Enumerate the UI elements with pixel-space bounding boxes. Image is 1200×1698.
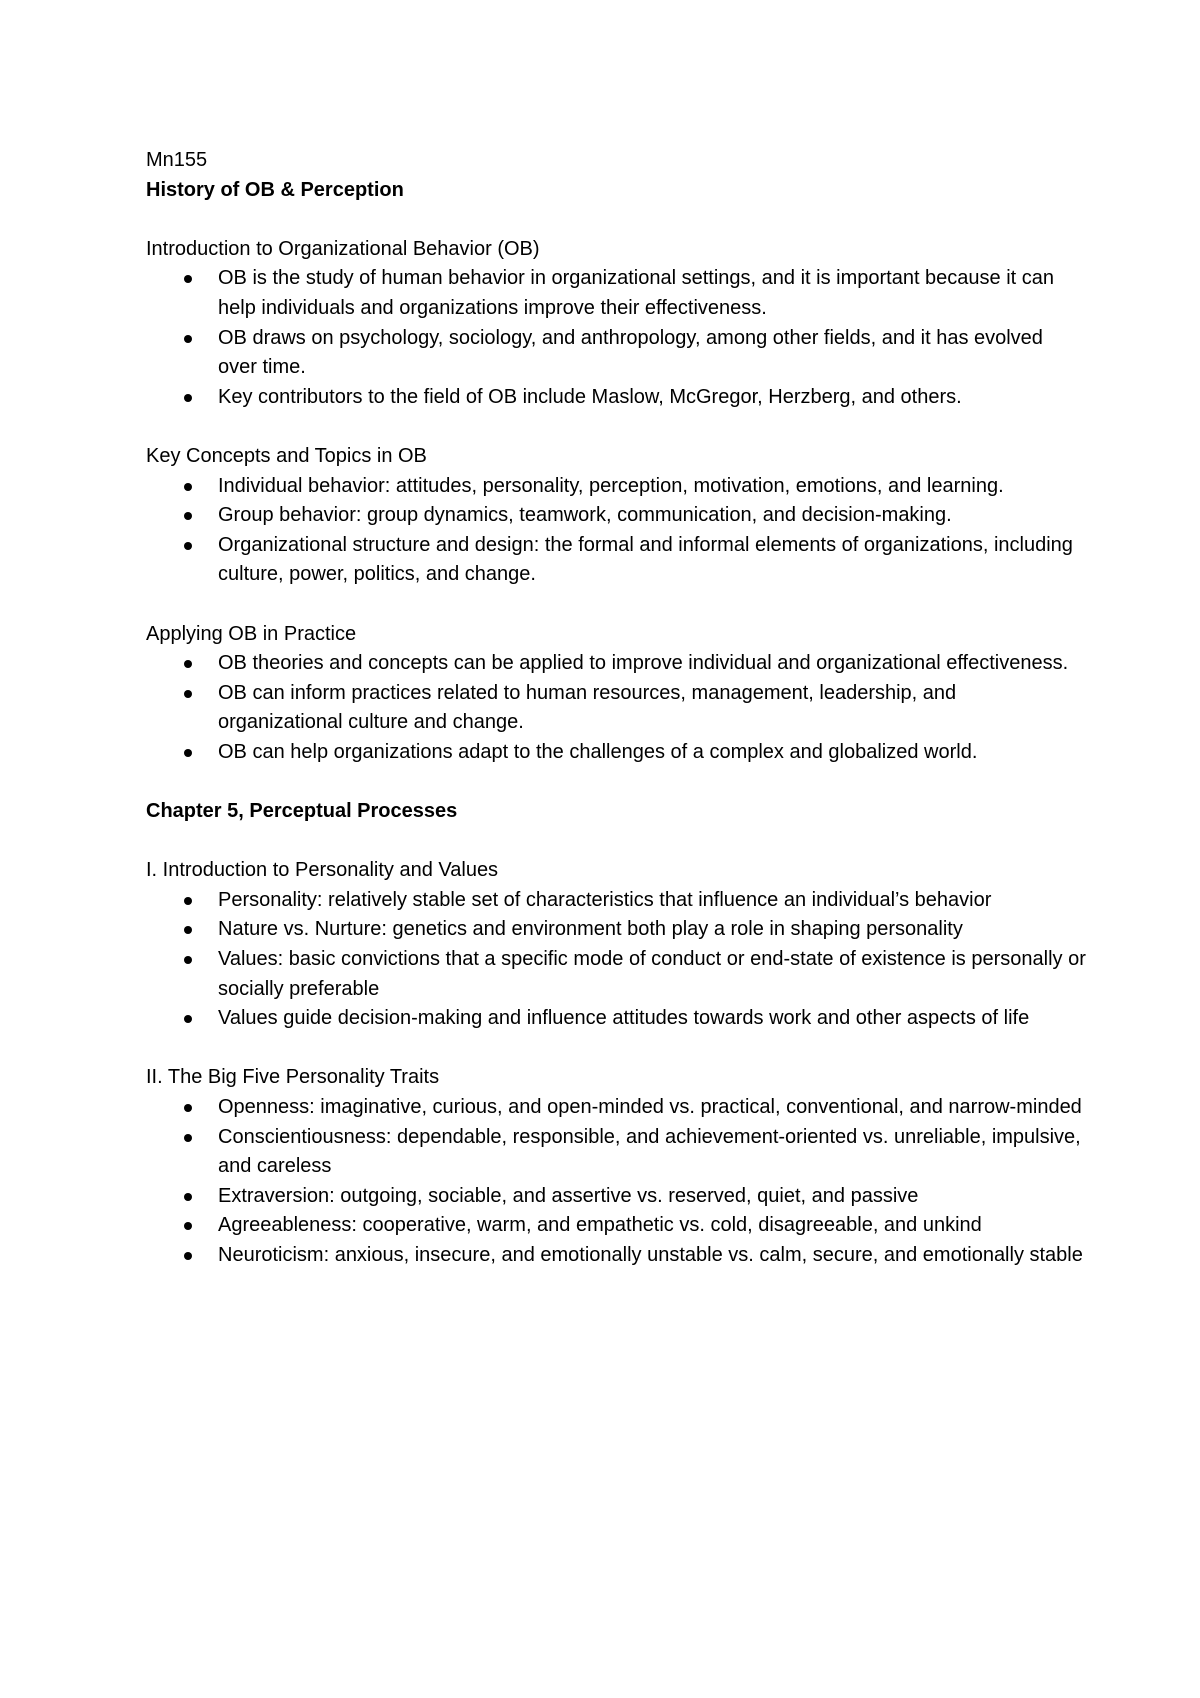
bullet-icon (184, 1252, 192, 1260)
course-code: Mn155 (146, 149, 208, 171)
list-item-text: Openness: imaginative, curious, and open-minded vs. practical, conventional, and narrow-minded (218, 1096, 1082, 1118)
document-page (146, 146, 1086, 1271)
list-item-text: Organizational structure and design: the formal and informal elements of organizations, including culture, power, politics, and change. (218, 533, 1073, 586)
section-spacer (146, 205, 1086, 235)
bullet-icon (184, 897, 192, 905)
bullet-icon (184, 1104, 192, 1112)
list-item-text: OB can help organizations adapt to the challenges of a complex and globalized world. (218, 740, 978, 763)
bullet-icon (184, 512, 192, 520)
list-item (146, 886, 1086, 916)
section-spacer (146, 767, 1086, 797)
bullet-icon (184, 956, 192, 964)
section-heading: Applying OB in Practice (146, 622, 357, 645)
bullet-list (146, 1093, 1086, 1271)
list-item (146, 1123, 1086, 1182)
bullet-icon (184, 749, 192, 757)
bullet-icon (184, 926, 192, 934)
document-title: History of OB & Perception (146, 178, 404, 201)
bullet-icon (184, 690, 192, 698)
bullet-icon (184, 1193, 192, 1201)
list-item (146, 1241, 1086, 1271)
bullet-list (146, 886, 1086, 1034)
list-item-text: Individual behavior: attitudes, personality, perception, motivation, emotions, and learning. (218, 474, 1004, 497)
list-item-text: Group behavior: group dynamics, teamwork, communication, and decision-making. (218, 504, 952, 527)
list-item-text: Values: basic convictions that a specific mode of conduct or end-state of existence is personally or socially preferable (218, 948, 1086, 1000)
list-item (146, 679, 1086, 738)
bullet-icon (184, 394, 192, 402)
bullet-icon (184, 275, 192, 283)
list-item (146, 324, 1086, 383)
bullet-list (146, 264, 1086, 412)
section-heading: I. Introduction to Personality and Values (146, 859, 499, 882)
list-item (146, 1004, 1086, 1034)
list-item (146, 501, 1086, 531)
list-item-text: Neuroticism: anxious, insecure, and emotionally unstable vs. calm, secure, and emotionally stable (218, 1243, 1083, 1266)
bullet-icon (184, 542, 192, 550)
list-item-text: Personality: relatively stable set of characteristics that influence an individual’s behavior (218, 888, 992, 911)
list-item (146, 915, 1086, 945)
list-item-text: OB can inform practices related to human resources, management, leadership, and organizational culture and change. (218, 681, 957, 734)
list-item (146, 945, 1086, 1004)
section-heading: Introduction to Organizational Behavior (OB) (146, 237, 540, 260)
bullet-icon (184, 660, 192, 668)
list-item-text: Key contributors to the field of OB include Maslow, McGregor, Herzberg, and others. (218, 385, 962, 408)
list-item (146, 264, 1086, 323)
list-item (146, 383, 1086, 413)
section-spacer (146, 590, 1086, 620)
section-spacer (146, 827, 1086, 857)
bullet-icon (184, 335, 192, 343)
bullet-list (146, 649, 1086, 767)
list-item (146, 1182, 1086, 1212)
bullet-icon (184, 1222, 192, 1230)
section-heading: Key Concepts and Topics in OB (146, 444, 427, 467)
section-spacer (146, 412, 1086, 442)
list-item-text: Values guide decision-making and influence attitudes towards work and other aspects of life (218, 1007, 1030, 1030)
bullet-icon (184, 1015, 192, 1023)
list-item-text: Nature vs. Nurture: genetics and environment both play a role in shaping personality (218, 918, 963, 941)
list-item (146, 1093, 1086, 1123)
list-item-text: OB draws on psychology, sociology, and anthropology, among other fields, and it has evolved over time. (218, 326, 1043, 379)
list-item (146, 738, 1086, 768)
list-item-text: Extraversion: outgoing, sociable, and assertive vs. reserved, quiet, and passive (218, 1184, 919, 1207)
list-item (146, 1211, 1086, 1241)
list-item (146, 649, 1086, 679)
section-heading: II. The Big Five Personality Traits (146, 1066, 440, 1089)
bullet-list (146, 472, 1086, 590)
list-item (146, 472, 1086, 502)
list-item (146, 531, 1086, 590)
bullet-icon (184, 483, 192, 491)
list-item-text: Conscientiousness: dependable, responsible, and achievement-oriented vs. unreliable, impulsive, and careless (218, 1125, 1081, 1178)
bullet-icon (184, 1134, 192, 1142)
section-heading: Chapter 5, Perceptual Processes (146, 800, 458, 823)
document-body (146, 205, 1086, 1270)
section-spacer (146, 1034, 1086, 1064)
list-item-text: OB is the study of human behavior in organizational settings, and it is important because it can help individuals and organizations improve their effectiveness. (218, 267, 1055, 319)
list-item-text: Agreeableness: cooperative, warm, and empathetic vs. cold, disagreeable, and unkind (218, 1214, 982, 1237)
list-item-text: OB theories and concepts can be applied to improve individual and organizational effectiveness. (218, 652, 1069, 675)
